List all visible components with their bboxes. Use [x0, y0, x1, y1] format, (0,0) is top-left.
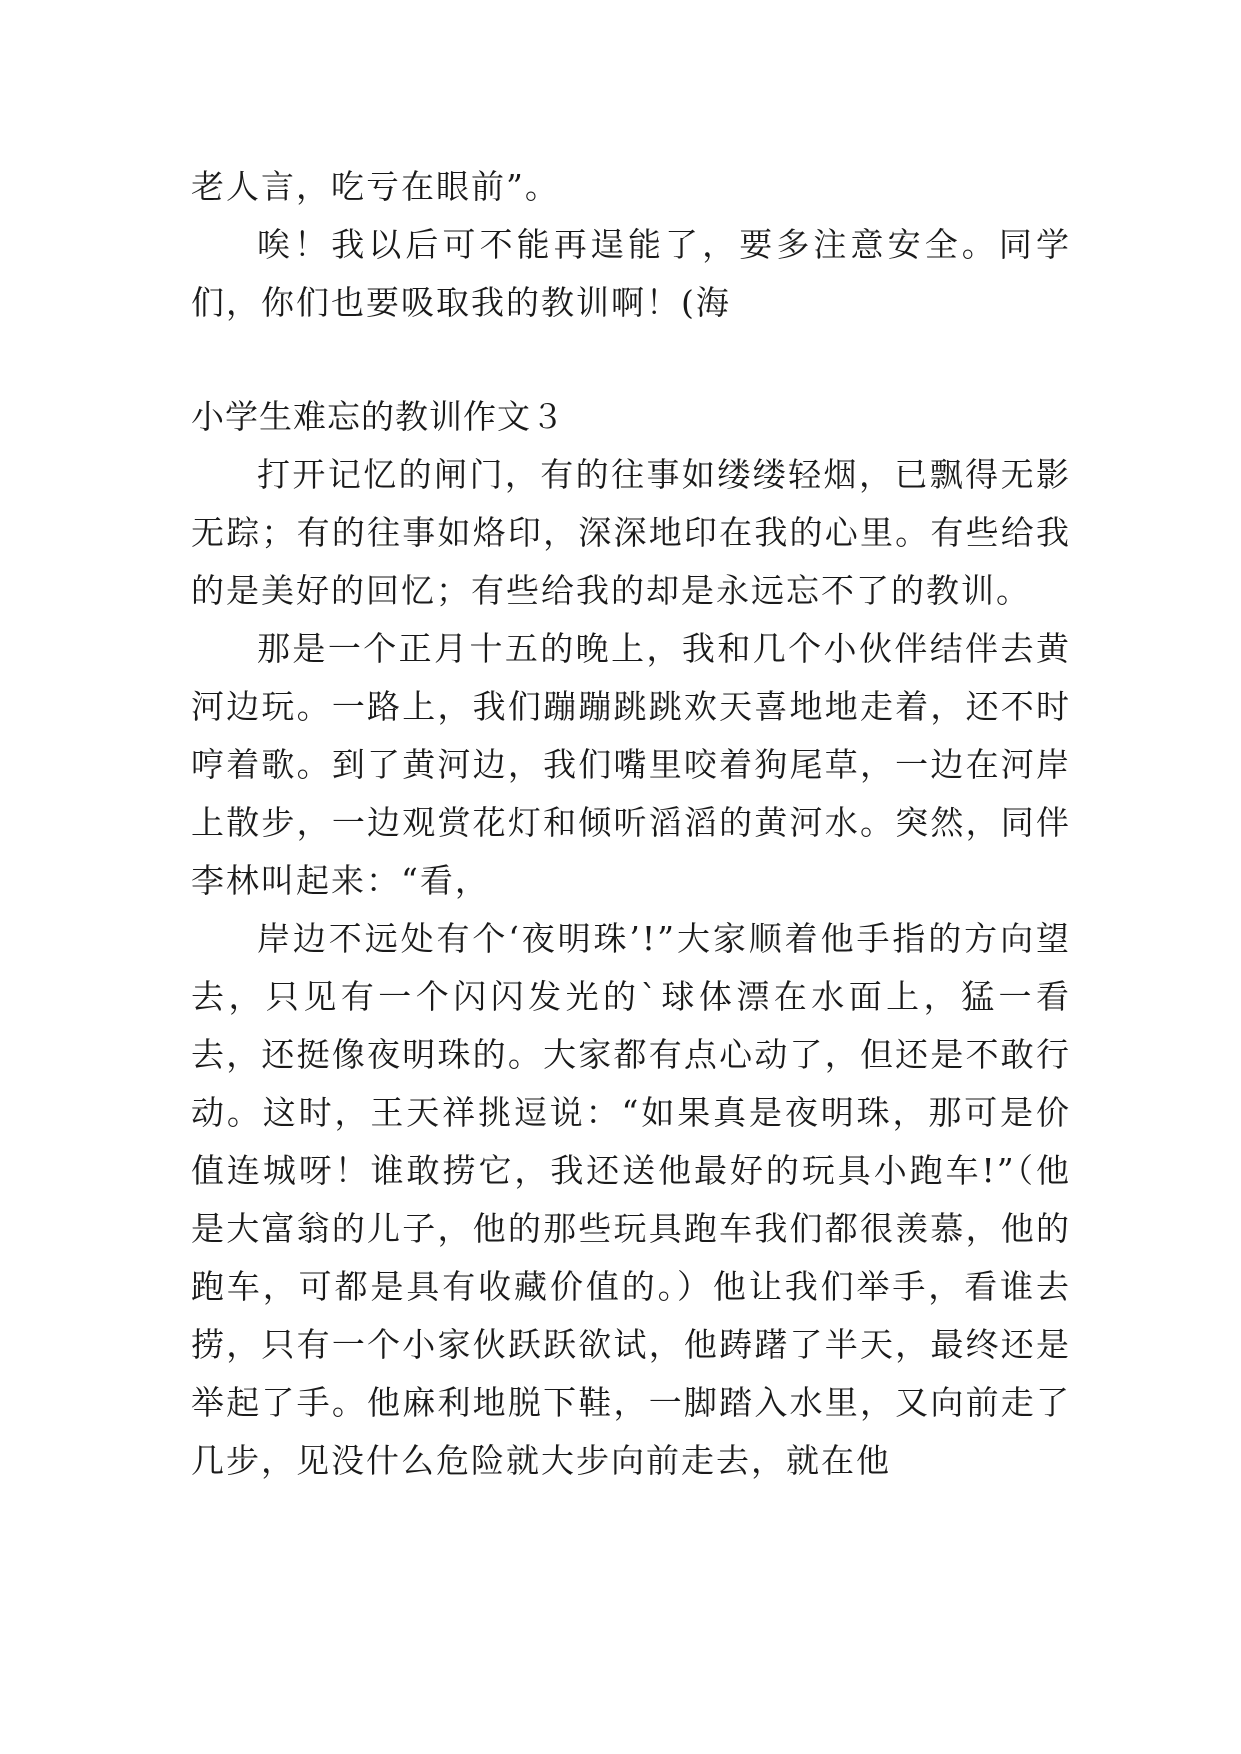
paragraph-continuation: 老人言，吃亏在眼前”。 — [191, 167, 560, 206]
paragraph-lesson: 唉！我以后可不能再逞能了，要多注意安全。同学们，你们也要吸取我的教训啊！(海 — [191, 225, 1071, 322]
paragraph-intro: 打开记忆的闸门，有的往事如缕缕轻烟，已飘得无影无踪；有的往事如烙印，深深地印在我的心里。有些给我的是美好的回忆；有些给我的却是永远忘不了的教训。 — [191, 455, 1071, 610]
paragraph-story-start: 那是一个正月十五的晚上，我和几个小伙伴结伴去黄河边玩。一路上，我们蹦蹦跳跳欢天喜地地走着，还不时哼着歌。到了黄河边，我们嘴里咬着狗尾草，一边在河岸上散步，一边观赏花灯和倾听滔滔的黄河水。突然，同伴李林叫起来：“看， — [191, 629, 1071, 900]
paragraph-story-continue: 岸边不远处有个‘夜明珠’!”大家顺着他手指的方向望去，只见有一个闪闪发光的`球体漂在水面上，猛一看去，还挺像夜明珠的。大家都有点心动了，但还是不敢行动。这时，王天祥挑逗说：“如果真是夜明珠，那可是价值连城呀！谁敢捞它，我还送他最好的玩具小跑车!”（他是大富翁的儿子，他的那些玩具跑车我们都很羡慕，他的跑车，可都是具有收藏价值的。）他让我们举手，看谁去捞，只有一个小家伙跃跃欲试，他踌躇了半天，最终还是举起了手。他麻利地脱下鞋，一脚踏入水里，又向前走了几步，见没什么危险就大步向前走去，就在他 — [191, 919, 1071, 1480]
document-body — [191, 158, 1071, 1490]
essay-title: 小学生难忘的教训作文３ — [191, 397, 565, 436]
